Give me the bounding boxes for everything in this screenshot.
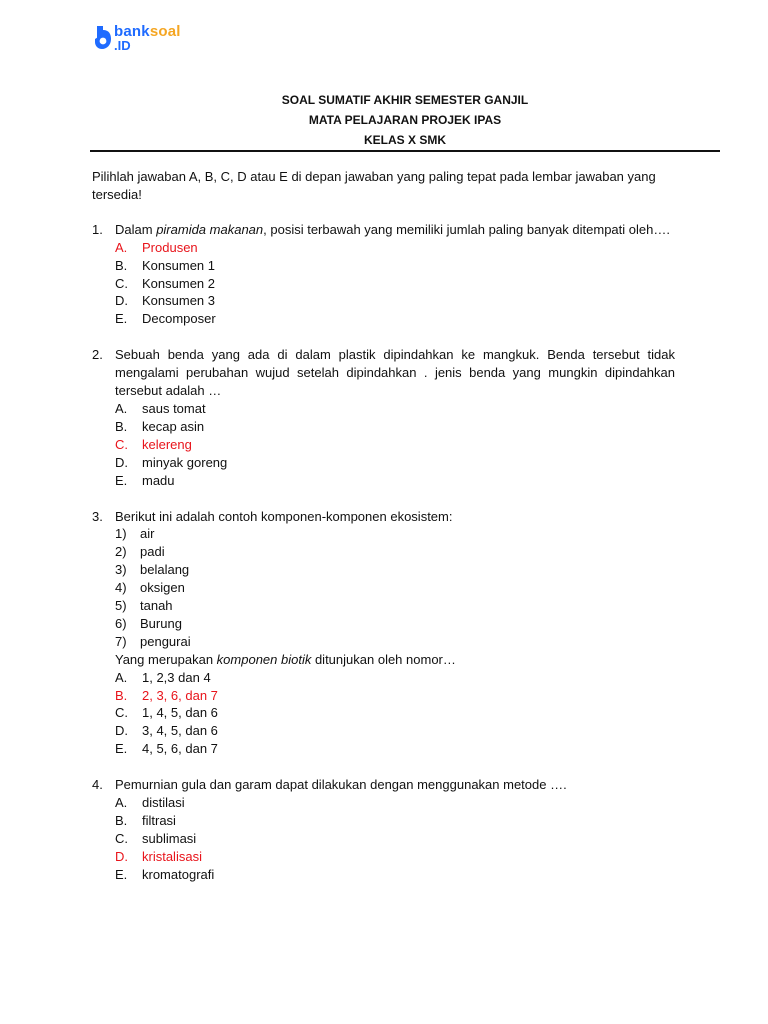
question-prompt-italic: komponen biotik bbox=[216, 651, 312, 667]
banksoal-logo bbox=[94, 24, 204, 54]
option-letter: B. bbox=[115, 687, 128, 703]
option-text: Decomposer bbox=[142, 311, 216, 327]
option-letter: B. bbox=[115, 257, 128, 273]
option-text: 4, 5, 6, dan 7 bbox=[142, 741, 218, 757]
question-number: 3. bbox=[92, 508, 103, 524]
question-prompt bbox=[115, 651, 675, 669]
option-letter: B. bbox=[115, 418, 128, 434]
option-letter: E. bbox=[115, 866, 128, 882]
option-text: Konsumen 1 bbox=[142, 257, 215, 273]
option-b bbox=[115, 812, 675, 830]
document-header bbox=[90, 90, 720, 150]
list-item bbox=[115, 543, 675, 561]
question-1 bbox=[92, 221, 675, 328]
option-b bbox=[115, 418, 675, 436]
option-d-correct bbox=[115, 848, 675, 866]
option-text: 1, 2,3 dan 4 bbox=[142, 669, 211, 685]
list-item-text: belalang bbox=[140, 562, 190, 578]
option-letter: D. bbox=[115, 723, 128, 739]
option-text: kristalisasi bbox=[142, 848, 202, 864]
option-text: kelereng bbox=[142, 436, 192, 452]
option-a bbox=[115, 669, 675, 687]
list-item-text: tanah bbox=[140, 598, 173, 614]
option-d bbox=[115, 292, 675, 310]
list-item bbox=[115, 615, 675, 633]
option-letter: D. bbox=[115, 848, 128, 864]
option-e bbox=[115, 866, 675, 884]
option-a bbox=[115, 400, 675, 418]
question-text-post: , posisi terbawah yang memiliki jumlah paling banyak ditempati oleh…. bbox=[263, 221, 670, 237]
option-text: distilasi bbox=[142, 795, 185, 811]
list-item-number: 6) bbox=[115, 615, 127, 631]
header-subject: MATA PELAJARAN PROJEK IPAS bbox=[308, 113, 502, 127]
option-c bbox=[115, 704, 675, 722]
option-text: filtrasi bbox=[142, 813, 176, 828]
option-text: 3, 4, 5, dan 6 bbox=[142, 723, 218, 739]
list-item-text: Burung bbox=[140, 615, 182, 631]
option-letter: A. bbox=[115, 795, 128, 811]
option-letter: A. bbox=[115, 239, 128, 255]
brand-name-bank: bank bbox=[114, 23, 150, 40]
question-text-pre: Dalam bbox=[115, 221, 157, 237]
option-e bbox=[115, 310, 675, 328]
list-item-text: padi bbox=[140, 544, 165, 560]
option-text: Produsen bbox=[142, 239, 198, 255]
question-sheet bbox=[92, 168, 675, 902]
list-item bbox=[115, 579, 675, 597]
option-d bbox=[115, 454, 675, 472]
question-4 bbox=[92, 776, 675, 883]
instruction-text: Pilihlah jawaban A, B, C, D atau E di depan jawaban yang paling tepat pada lembar jawaban yang tersedia! bbox=[92, 169, 656, 202]
option-c-correct bbox=[115, 436, 675, 454]
option-letter: E. bbox=[115, 311, 128, 327]
question-number: 2. bbox=[92, 347, 103, 363]
list-item-text: oksigen bbox=[140, 580, 185, 596]
option-b bbox=[115, 257, 675, 275]
option-text: saus tomat bbox=[142, 400, 206, 416]
option-d bbox=[115, 722, 675, 740]
option-letter: E. bbox=[115, 741, 128, 757]
option-text: 1, 4, 5, dan 6 bbox=[142, 705, 218, 721]
option-text: madu bbox=[142, 472, 175, 488]
question-text: Berikut ini adalah contoh komponen-komponen ekosistem: bbox=[115, 508, 453, 524]
question-text bbox=[115, 221, 675, 239]
question-prompt-post: ditunjukan oleh nomor… bbox=[311, 651, 456, 667]
list-item-number: 2) bbox=[115, 544, 127, 560]
option-c bbox=[115, 275, 675, 293]
option-a bbox=[115, 794, 675, 812]
option-e bbox=[115, 472, 675, 490]
option-text: sublimasi bbox=[142, 830, 197, 846]
question-2 bbox=[92, 346, 675, 489]
list-item-number: 7) bbox=[115, 633, 127, 649]
option-letter: A. bbox=[115, 400, 128, 416]
option-text: Konsumen 3 bbox=[142, 293, 215, 309]
banksoal-logo-icon bbox=[94, 24, 112, 52]
header-title: SOAL SUMATIF AKHIR SEMESTER GANJIL bbox=[281, 93, 529, 107]
option-letter: E. bbox=[115, 472, 128, 488]
option-e bbox=[115, 740, 675, 758]
option-text: minyak goreng bbox=[142, 454, 228, 470]
question-number: 4. bbox=[92, 777, 103, 793]
option-a-correct bbox=[115, 239, 675, 257]
option-text: kecap asin bbox=[142, 418, 205, 434]
option-text: kromatografi bbox=[142, 866, 215, 882]
list-item-number: 1) bbox=[115, 526, 127, 542]
question-text: Pemurnian gula dan garam dapat dilakukan dengan menggunakan metode …. bbox=[115, 777, 567, 793]
question-number: 1. bbox=[92, 221, 103, 237]
list-item bbox=[115, 597, 675, 615]
option-text: Konsumen 2 bbox=[142, 275, 215, 291]
option-letter: C. bbox=[115, 705, 128, 721]
option-letter: D. bbox=[115, 454, 128, 470]
option-letter: C. bbox=[115, 275, 128, 291]
question-3 bbox=[92, 508, 675, 759]
option-letter: D. bbox=[115, 293, 128, 309]
question-text: Sebuah benda yang ada di dalam plastik dipindahkan ke mangkuk. Benda tersebut tidak mengalami perubahan wujud setelah dipindahkan . jenis benda yang mungkin dipindahkan tersebut adalah … bbox=[115, 347, 675, 399]
list-item bbox=[115, 633, 675, 651]
option-letter: C. bbox=[115, 436, 128, 452]
list-item bbox=[115, 561, 675, 579]
list-item-text: air bbox=[140, 526, 155, 542]
option-c bbox=[115, 830, 675, 848]
option-letter: A. bbox=[115, 669, 128, 685]
list-item-number: 4) bbox=[115, 580, 127, 596]
option-letter: C. bbox=[115, 830, 128, 846]
option-text: 2, 3, 6, dan 7 bbox=[142, 687, 218, 703]
list-item-number: 5) bbox=[115, 598, 127, 614]
list-item-number: 3) bbox=[115, 562, 127, 578]
header-class: KELAS X SMK bbox=[363, 133, 446, 147]
header-divider bbox=[90, 150, 720, 152]
list-item bbox=[115, 525, 675, 543]
brand-name-soal: soal bbox=[149, 23, 181, 40]
option-letter: B. bbox=[115, 813, 128, 828]
option-b-correct bbox=[115, 687, 675, 705]
brand-suffix: .ID bbox=[114, 38, 131, 53]
list-item-text: pengurai bbox=[140, 633, 191, 649]
question-text-italic: piramida makanan bbox=[156, 221, 264, 237]
question-prompt-pre: Yang merupakan bbox=[115, 651, 217, 667]
